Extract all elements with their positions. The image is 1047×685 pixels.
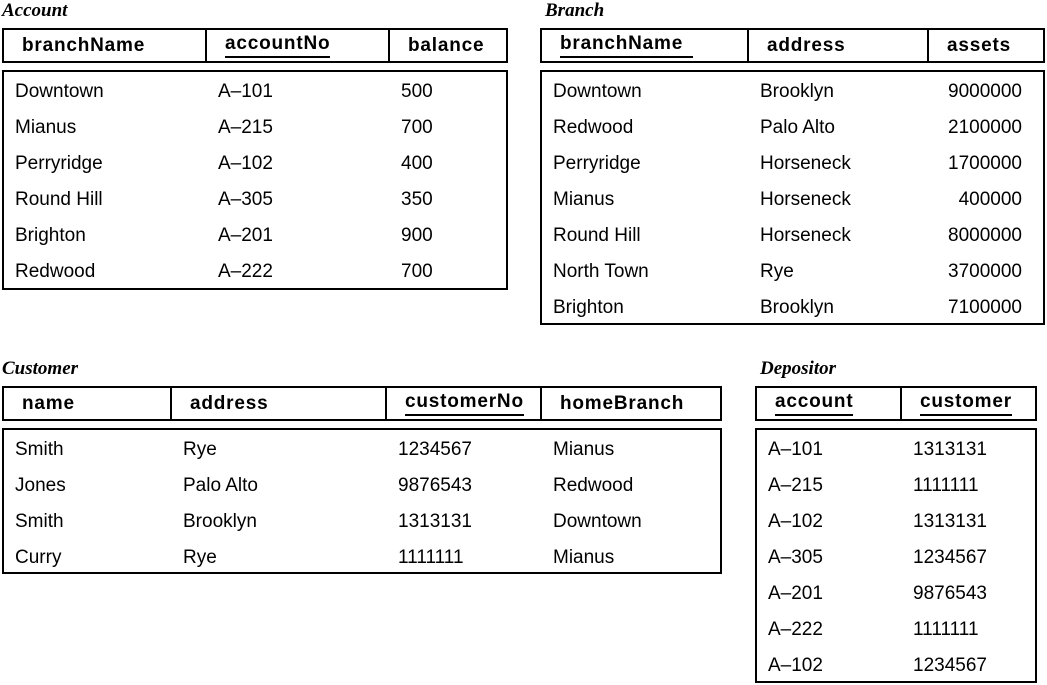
table-cell: A–222	[768, 619, 823, 640]
table-row	[757, 540, 1035, 576]
customer-table-title: Customer	[2, 358, 79, 379]
table-cell: Mianus	[553, 189, 615, 210]
table-cell: Brighton	[553, 297, 624, 318]
table-cell: 350	[401, 189, 433, 210]
table-cell: Round Hill	[553, 225, 641, 246]
table-cell: 9000000	[948, 81, 1022, 102]
table-cell: A–101	[768, 439, 823, 460]
table-cell: 700	[401, 117, 433, 138]
column-label: homeBranch	[560, 392, 685, 414]
table-cell: Smith	[15, 511, 64, 532]
table-cell: Perryridge	[553, 153, 641, 174]
column-label: assets	[947, 34, 1011, 56]
table-cell: A–201	[218, 225, 273, 246]
table-cell: Round Hill	[15, 189, 103, 210]
column-header-address	[749, 30, 929, 61]
table-row	[757, 576, 1035, 612]
table-cell: Mianus	[15, 117, 77, 138]
table-row	[4, 432, 720, 468]
column-header-balance	[390, 30, 506, 61]
table-cell: Redwood	[553, 117, 634, 138]
table-row	[542, 254, 1043, 290]
table-row	[757, 504, 1035, 540]
table-cell: 8000000	[948, 225, 1022, 246]
table-cell: 700	[401, 261, 433, 282]
table-cell: 1234567	[913, 655, 987, 676]
table-row	[4, 504, 720, 540]
column-header-customerno	[387, 388, 542, 419]
table-cell: Horseneck	[760, 153, 851, 174]
table-row	[542, 290, 1043, 325]
customer-header-row	[2, 386, 722, 421]
column-header-homebranch	[542, 388, 720, 419]
table-cell: 900	[401, 225, 433, 246]
table-cell: Horseneck	[760, 189, 851, 210]
table-row	[757, 648, 1035, 683]
table-cell: A–305	[218, 189, 273, 210]
table-cell: 1700000	[948, 153, 1022, 174]
table-cell: North Town	[553, 261, 649, 282]
column-label: address	[190, 392, 269, 414]
column-header-customer	[902, 388, 1035, 419]
table-cell: Redwood	[15, 261, 96, 282]
table-cell: 1111111	[398, 547, 464, 568]
table-cell: 1313131	[913, 439, 987, 460]
table-cell: A–102	[768, 655, 823, 676]
depositor-table-title: Depositor	[760, 358, 836, 379]
table-cell: A–305	[768, 547, 823, 568]
table-cell: Downtown	[15, 81, 104, 102]
table-cell: Brooklyn	[760, 297, 834, 318]
table-cell: 9876543	[398, 475, 472, 496]
branch-body	[540, 70, 1045, 325]
table-cell: Mianus	[553, 547, 615, 568]
column-header-branchname	[4, 30, 207, 61]
table-cell: 9876543	[913, 583, 987, 604]
table-cell: A–201	[768, 583, 823, 604]
table-cell: Horseneck	[760, 225, 851, 246]
branch-table-title: Branch	[545, 0, 605, 21]
table-cell: 400	[401, 153, 433, 174]
account-table	[2, 1, 508, 290]
column-header-accountno	[207, 30, 390, 61]
column-label: balance	[408, 34, 485, 56]
table-row	[757, 612, 1035, 648]
table-row	[757, 468, 1035, 504]
table-cell: Rye	[760, 261, 794, 282]
column-label: address	[767, 34, 846, 56]
table-cell: Mianus	[553, 439, 615, 460]
table-cell: 2100000	[948, 117, 1022, 138]
column-label: accountNo	[225, 33, 330, 58]
table-cell: Downtown	[553, 81, 642, 102]
depositor-header-row	[755, 386, 1037, 421]
table-cell: Redwood	[553, 475, 634, 496]
branch-table	[540, 1, 1045, 325]
customer-table	[2, 359, 722, 574]
table-cell: 400000	[958, 189, 1022, 210]
table-cell: 500	[401, 81, 433, 102]
table-cell: A–215	[218, 117, 273, 138]
table-cell: 7100000	[948, 297, 1022, 318]
table-cell: A–102	[218, 153, 273, 174]
table-cell: Palo Alto	[760, 117, 835, 138]
table-row	[542, 218, 1043, 254]
table-row	[4, 182, 506, 218]
table-row	[542, 110, 1043, 146]
table-cell: Brighton	[15, 225, 86, 246]
column-label: branchName	[22, 34, 146, 56]
table-row	[542, 182, 1043, 218]
table-cell: Perryridge	[15, 153, 103, 174]
table-cell: 1111111	[913, 619, 979, 640]
table-cell: 1234567	[398, 439, 472, 460]
table-cell: Downtown	[553, 511, 642, 532]
column-header-name	[4, 388, 172, 419]
table-cell: 1111111	[913, 475, 979, 496]
table-cell: Brooklyn	[760, 81, 834, 102]
branch-header-row	[540, 28, 1045, 63]
table-row	[4, 218, 506, 254]
column-header-address	[172, 388, 387, 419]
customer-body	[2, 428, 722, 574]
table-cell: A–222	[218, 261, 273, 282]
table-cell: Jones	[15, 475, 66, 496]
account-body	[2, 70, 508, 290]
table-row	[4, 540, 720, 574]
table-row	[4, 254, 506, 290]
column-label: customer	[920, 391, 1012, 416]
table-cell: Smith	[15, 439, 64, 460]
column-label: account	[775, 391, 853, 416]
table-cell: Rye	[183, 439, 217, 460]
table-row	[542, 146, 1043, 182]
column-label: branchName	[560, 33, 693, 58]
table-row	[4, 110, 506, 146]
table-cell: 1313131	[398, 511, 472, 532]
table-cell: Brooklyn	[183, 511, 257, 532]
table-cell: A–215	[768, 475, 823, 496]
table-cell: Palo Alto	[183, 475, 258, 496]
table-row	[542, 74, 1043, 110]
depositor-table	[755, 359, 1037, 683]
table-cell: Rye	[183, 547, 217, 568]
table-cell: 1313131	[913, 511, 987, 532]
table-row	[4, 74, 506, 110]
account-table-title: Account	[2, 0, 68, 21]
table-cell: 3700000	[948, 261, 1022, 282]
table-row	[757, 432, 1035, 468]
table-cell: A–102	[768, 511, 823, 532]
depositor-body	[755, 428, 1037, 683]
column-header-account	[757, 388, 902, 419]
column-label: customerNo	[405, 391, 524, 416]
table-cell: Curry	[15, 547, 62, 568]
column-header-assets	[929, 30, 1043, 61]
table-row	[4, 146, 506, 182]
table-row	[4, 468, 720, 504]
column-header-branchname	[542, 30, 749, 61]
table-cell: A–101	[218, 81, 273, 102]
column-label: name	[22, 392, 75, 414]
table-cell: 1234567	[913, 547, 987, 568]
account-header-row	[2, 28, 508, 63]
